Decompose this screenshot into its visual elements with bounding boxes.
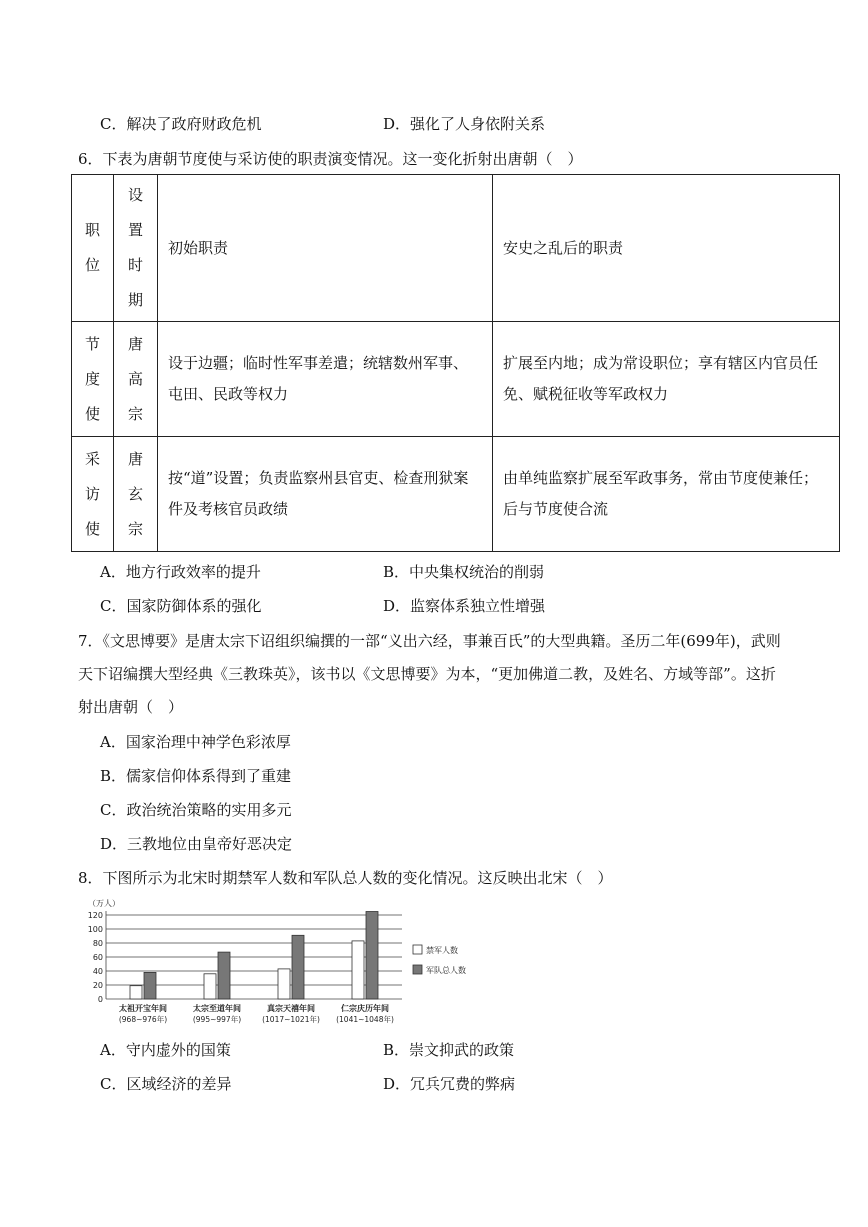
row-period: 唐玄宗	[128, 449, 144, 538]
bar-jinjun	[130, 986, 142, 999]
y-axis-unit-label: （万人）	[88, 899, 120, 908]
q7-stem-line-2: 天下诏编撰大型经典《三教珠英》，该书以《文思博要》为本，“更加佛道二教，及姓名、方域等部”。这折	[78, 665, 776, 683]
y-tick-label: 60	[92, 953, 103, 962]
q6-option-a: A．地方行政效率的提升	[100, 563, 261, 581]
q7-stem-line-1: 7．《文思博要》是唐太宗下诏组织编撰的一部“义出六经，事兼百氏”的大型典籍。圣历二年(699年)，武则	[78, 632, 781, 650]
x-axis-labels	[119, 1003, 394, 1024]
row-position: 采访使	[85, 449, 101, 538]
x-tick-sublabel: (1017~1021年)	[262, 1015, 320, 1024]
q7-option-b: B．儒家信仰体系得到了重建	[100, 767, 292, 785]
bar-total-army	[144, 972, 156, 999]
y-tick-label: 0	[97, 995, 103, 1004]
table-row	[72, 437, 840, 552]
q6-option-c: C．国家防御体系的强化	[100, 597, 262, 615]
bar-jinjun	[204, 974, 216, 999]
table-row	[72, 322, 840, 437]
header-after-duty: 安史之乱后的职责	[493, 175, 840, 322]
q7-option-d: D．三教地位由皇帝好恶决定	[100, 835, 293, 853]
x-tick-label: 太宗至道年间	[193, 1004, 241, 1013]
legend-swatch	[413, 965, 422, 974]
army-bar-chart	[86, 895, 506, 1030]
q8-option-c: C．区域经济的差异	[100, 1075, 232, 1093]
q5-option-d: D．强化了人身依附关系	[383, 115, 546, 133]
q7-option-a: A．国家治理中神学色彩浓厚	[100, 733, 291, 751]
q8-stem: 8．下图所示为北宋时期禁军人数和军队总人数的变化情况。这反映出北宋（ ）	[78, 869, 613, 887]
row-after-duty: 由单纯监察扩展至军政事务，常由节度使兼任；后与节度使合流	[503, 469, 819, 518]
q5-option-c: C．解决了政府财政危机	[100, 115, 262, 133]
bar-total-army	[366, 912, 378, 1000]
q6-stem: 6．下表为唐朝节度使与采访使的职责演变情况。这一变化折射出唐朝（ ）	[78, 150, 583, 168]
header-position: 职位	[72, 175, 114, 322]
table-header-row	[72, 175, 840, 322]
y-tick-label: 80	[92, 939, 103, 948]
chart-bars	[130, 912, 378, 1000]
y-tick-label: 40	[92, 967, 103, 976]
bar-total-army	[218, 952, 230, 999]
header-initial-duty: 初始职责	[158, 175, 493, 322]
q8-option-a: A．守内虚外的国策	[100, 1041, 231, 1059]
row-after-duty: 扩展至内地；成为常设职位；享有辖区内官员任免、赋税征收等军政权力	[503, 354, 819, 403]
legend-label: 军队总人数	[426, 966, 466, 975]
x-tick-label: 真宗天禧年间	[267, 1004, 315, 1013]
x-tick-sublabel: (1041~1048年)	[336, 1015, 394, 1024]
row-position: 节度使	[85, 334, 101, 423]
q6-option-d: D．监察体系独立性增强	[383, 597, 546, 615]
bar-jinjun	[352, 941, 364, 999]
y-tick-label: 20	[92, 981, 103, 990]
x-tick-sublabel: (995~997年)	[192, 1015, 242, 1024]
y-tick-label: 120	[87, 911, 103, 920]
y-tick-label: 100	[87, 925, 103, 934]
header-period: 设置时期	[114, 175, 158, 322]
q7-stem-line-3: 射出唐朝（ ）	[78, 698, 184, 716]
chart-legend	[413, 945, 466, 975]
q8-option-d: D．冗兵冗费的弊病	[383, 1075, 516, 1093]
q7-option-c: C．政治统治策略的实用多元	[100, 801, 292, 819]
y-axis-ticks	[88, 911, 103, 1004]
x-tick-label: 仁宗庆历年间	[341, 1004, 389, 1013]
row-period: 唐高宗	[128, 334, 144, 423]
q6-option-b: B．中央集权统治的削弱	[383, 563, 545, 581]
bar-total-army	[292, 935, 304, 999]
row-initial-duty: 设于边疆；临时性军事差遣；统辖数州军事、屯田、民政等权力	[168, 354, 469, 403]
q8-option-b: B．崇文抑武的政策	[383, 1041, 515, 1059]
duty-table	[71, 174, 840, 552]
legend-swatch	[413, 945, 422, 954]
bar-jinjun	[278, 969, 290, 999]
x-tick-label: 太祖开宝年间	[119, 1004, 167, 1013]
row-initial-duty: 按“道”设置；负责监察州县官吏、检查刑狱案件及考核官员政绩	[168, 469, 469, 518]
legend-label: 禁军人数	[426, 946, 458, 955]
x-tick-sublabel: (968~976年)	[118, 1015, 168, 1024]
